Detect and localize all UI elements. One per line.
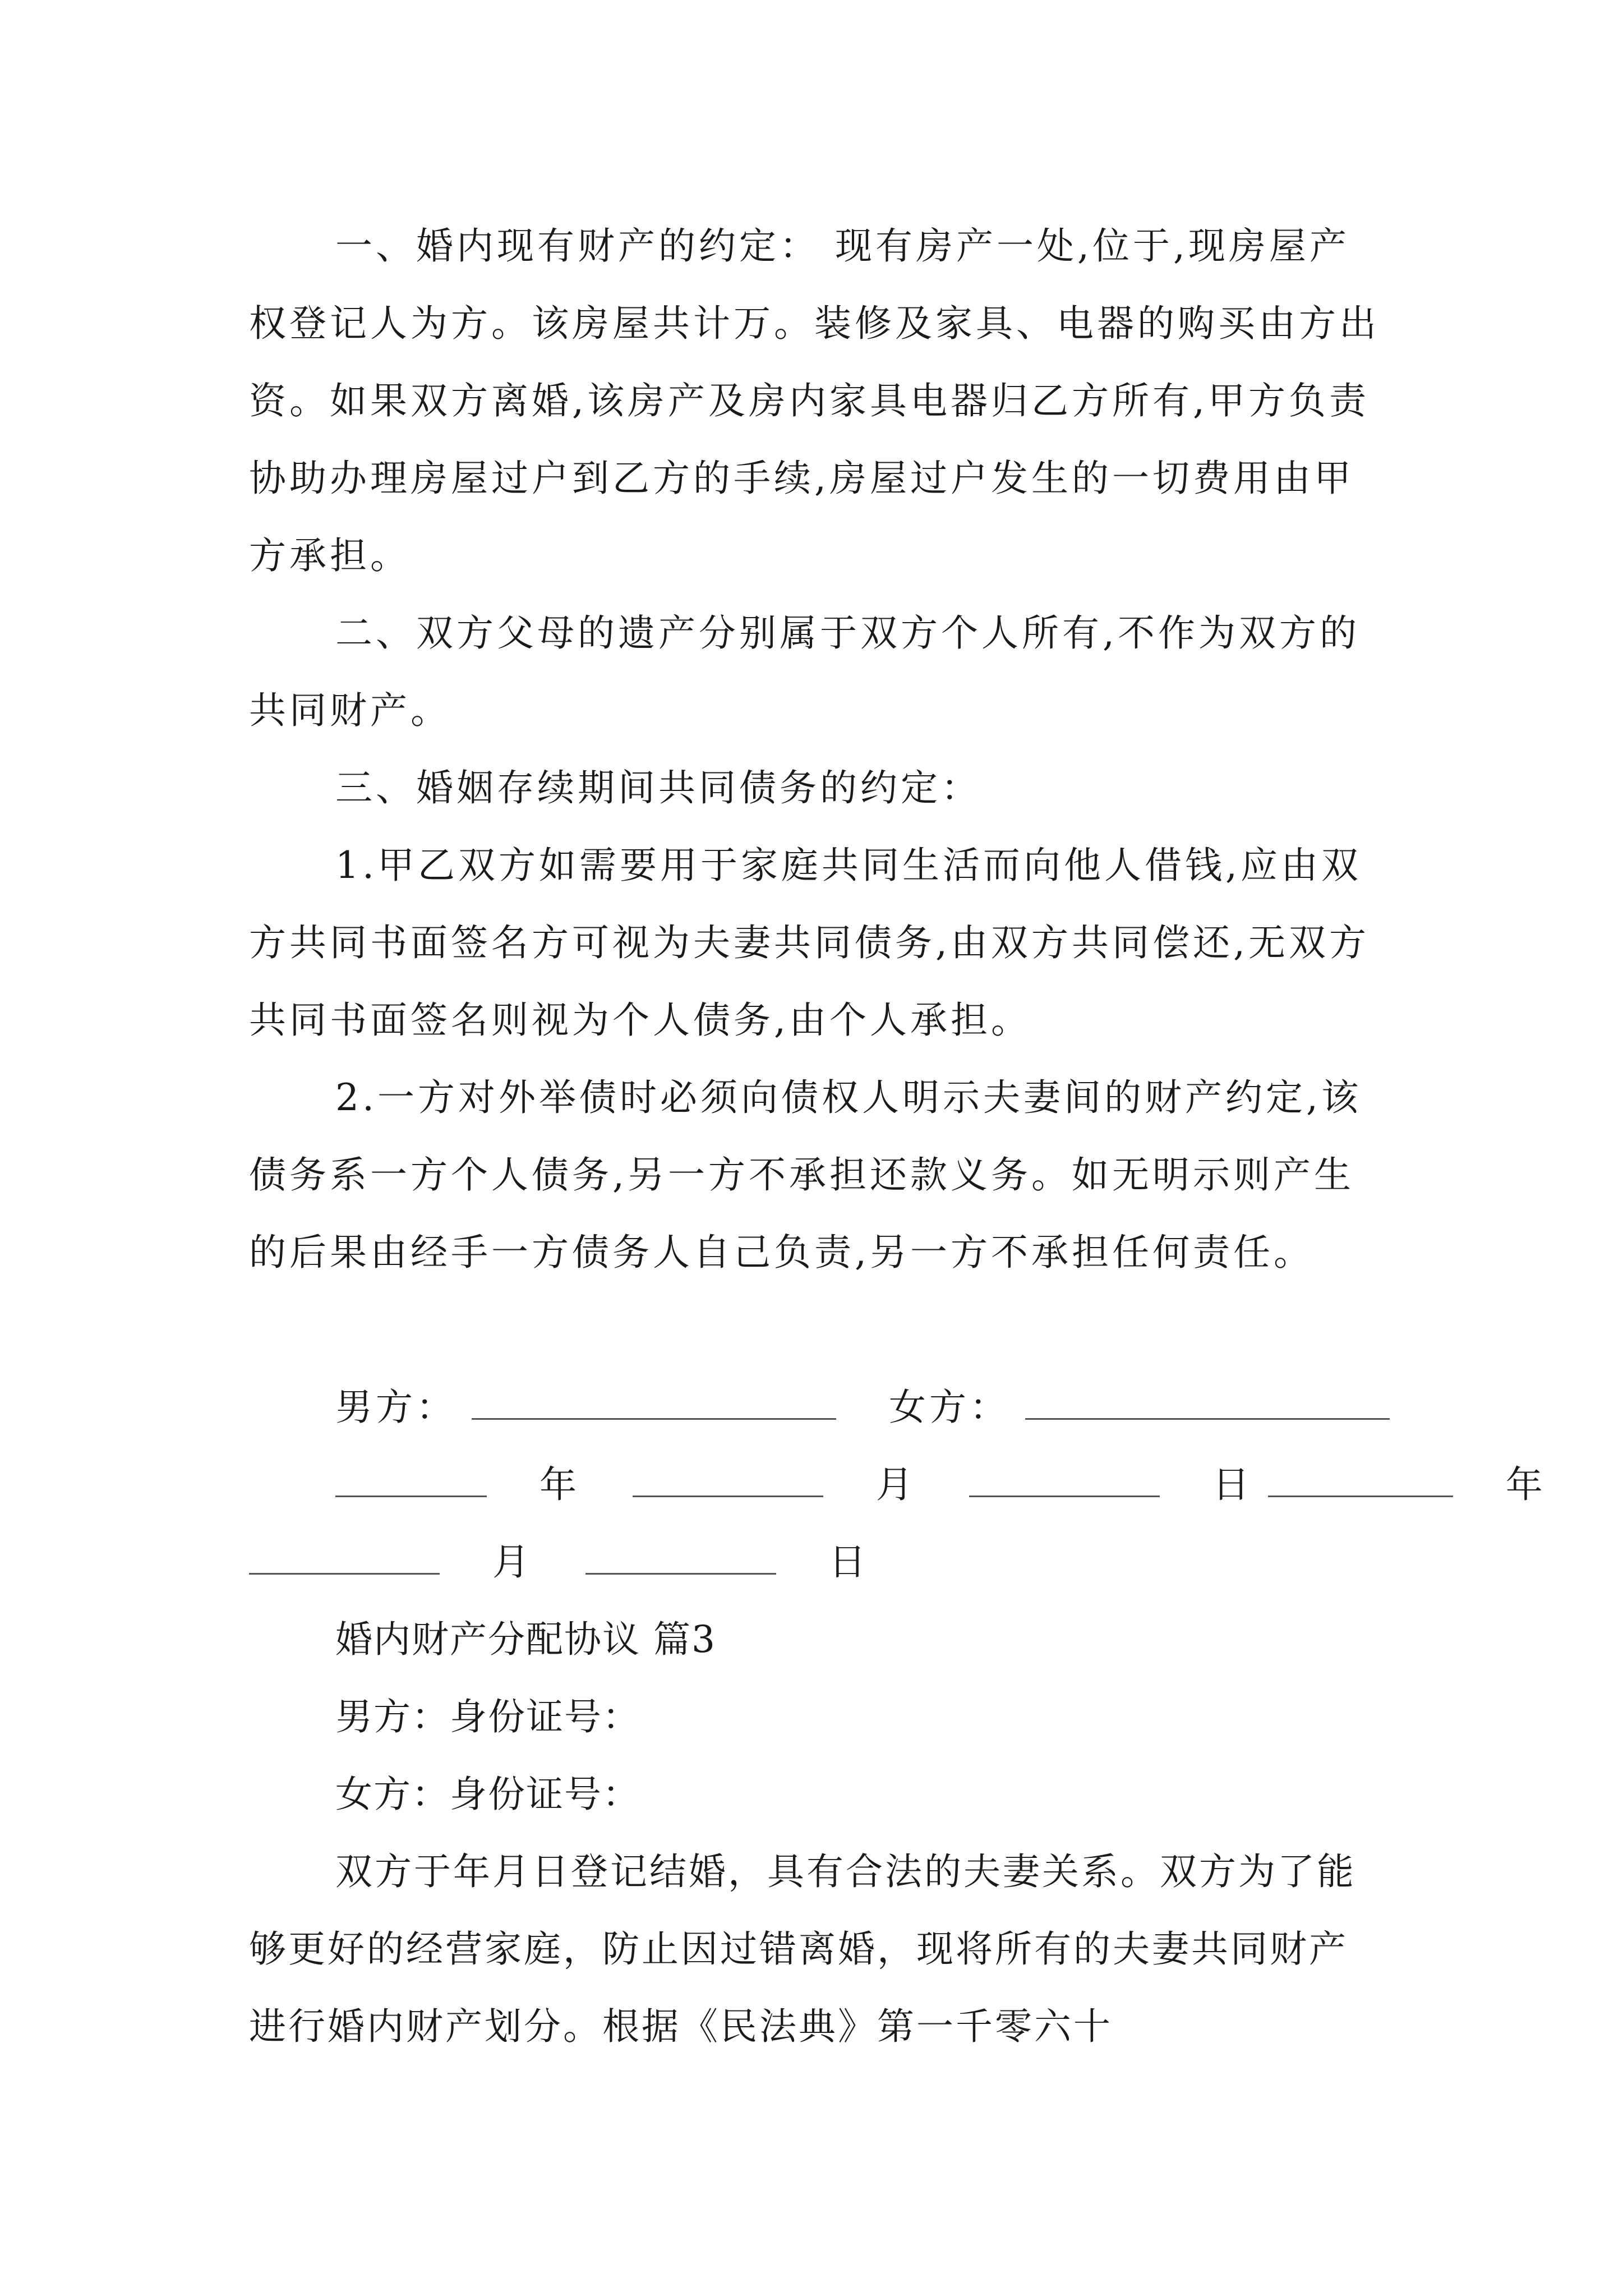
month-label-2: 月 <box>492 1540 533 1584</box>
paragraph-debt-item-1: 1.甲乙双方如需要用于家庭共同生活而向他人借钱,应由双方共同书面签名方可视为夫妻共同债务,由双方共同偿还,无双方共同书面签名则视为个人债务,由个人承担。 <box>249 844 1370 1042</box>
year-label-2: 年 <box>1505 1463 1546 1506</box>
signature-row <box>249 1369 1382 1446</box>
paragraph-debt-heading: 三、婚姻存续期间共同债务的约定： <box>335 766 981 809</box>
month-label-1: 月 <box>875 1463 916 1506</box>
day-blank-2 <box>585 1542 776 1575</box>
paragraph-section3-intro: 双方于年月日登记结婚，具有合法的夫妻关系。双方为了能够更好的经营家庭，防止因过错离婚，现将所有的夫妻共同财产进行婚内财产划分。根据《民法典》第一千零六十 <box>249 1850 1356 2048</box>
male-signature-label: 男方： <box>335 1386 457 1429</box>
date-row-2 <box>249 1524 1382 1601</box>
male-id-line: 男方：身份证号： <box>335 1695 640 1738</box>
male-signature-blank <box>472 1387 836 1420</box>
day-blank-1 <box>969 1464 1160 1497</box>
year-label-1: 年 <box>539 1463 580 1506</box>
day-label-1: 日 <box>1212 1463 1253 1506</box>
paragraph-existing-property: 一、婚内现有财产的约定： 现有房产一处,位于,现房屋产权登记人为方。该房屋共计万。装修及家具、电器的购买由方出资。如果双方离婚,该房产及房内家具电器归乙方所有,甲方负责协助办理房屋过户到乙方的手续,房屋过户发生的一切费用由甲方承担。 <box>249 224 1380 577</box>
female-signature-label: 女方： <box>888 1386 1010 1429</box>
year-blank-1 <box>335 1464 487 1497</box>
year-blank-2 <box>1268 1464 1453 1497</box>
female-id-line: 女方：身份证号： <box>335 1773 640 1816</box>
female-signature-blank <box>1025 1387 1390 1420</box>
paragraph-debt-item-2: 2.一方对外举债时必须向债权人明示夫妻间的财产约定,该债务系一方个人债务,另一方不承担还款义务。如无明示则产生的后果由经手一方债务人自己负责,另一方不承担任何责任。 <box>249 1076 1362 1274</box>
month-blank-1 <box>633 1464 823 1497</box>
day-label-2: 日 <box>828 1540 869 1584</box>
section-title: 婚内财产分配协议 篇3 <box>335 1618 716 1661</box>
month-blank-2 <box>249 1542 440 1575</box>
paragraph-parents-inheritance: 二、双方父母的遗产分别属于双方个人所有,不作为双方的共同财产。 <box>249 611 1360 732</box>
date-row-1 <box>249 1446 1546 1524</box>
